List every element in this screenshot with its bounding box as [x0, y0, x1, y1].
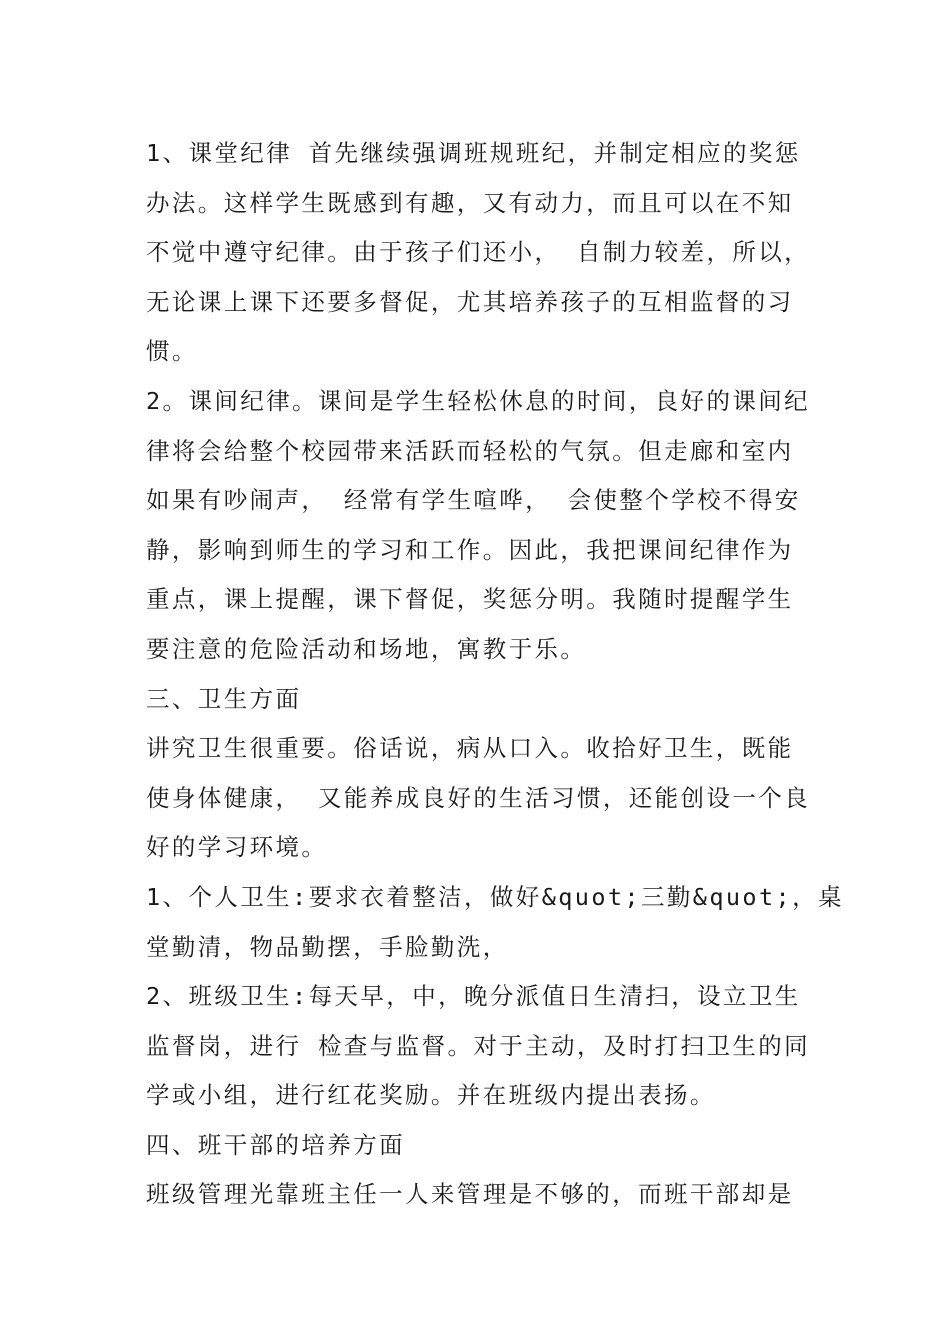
- text-line: 学或小组，进行红花奖励。并在班级内提出表扬。: [146, 1081, 716, 1110]
- text-line: 无论课上课下还要多督促，尤其培养孩子的互相监督的习: [146, 287, 794, 316]
- text-line: 使身体健康， 又能养成良好的生活习惯，还能创设一个良: [146, 783, 811, 812]
- text-line: 2、班级卫生:每天早，中，晚分派值日生清扫，设立卫生: [146, 982, 801, 1011]
- text-line: 静，影响到师生的学习和工作。因此，我把课间纪律作为: [146, 535, 794, 564]
- text-line: 重点，课上提醒，课下督促，奖惩分明。我随时提醒学生: [146, 585, 794, 614]
- text-line: 班级管理光靠班主任一人来管理是不够的，而班干部却是: [146, 1180, 794, 1209]
- text-line: 堂勤清，物品勤摆，手脸勤洗，: [146, 932, 509, 961]
- document-body: [146, 129, 844, 1220]
- text-line: 惯。: [146, 337, 198, 366]
- text-line: 好的学习环境。: [146, 833, 328, 862]
- section-heading: 三、卫生方面: [146, 684, 302, 713]
- text-line: 律将会给整个校园带来活跃而轻松的气氛。但走廊和室内: [146, 436, 794, 465]
- text-line: 要注意的危险活动和场地，寓教于乐。: [146, 634, 587, 663]
- text-line: 办法。这样学生既感到有趣，又有动力，而且可以在不知: [146, 188, 794, 217]
- text-line: 1、课堂纪律 首先继续强调班规班纪，并制定相应的奖惩: [146, 139, 801, 167]
- text-line: 监督岗，进行 检查与监督。对于主动，及时打扫卫生的同: [146, 1031, 811, 1060]
- text-line: 如果有吵闹声， 经常有学生喧哗， 会使整个学校不得安: [146, 486, 801, 515]
- text-line: 2。课间纪律。课间是学生轻松休息的时间，良好的课间纪: [146, 386, 811, 415]
- text-line: 不觉中遵守纪律。由于孩子们还小， 自制力较差，所以，: [146, 238, 811, 267]
- text-line: 1、个人卫生:要求衣着整洁，做好&quot;三勤&quot;，桌: [146, 882, 844, 911]
- text-line: 讲究卫生很重要。俗话说，病从口入。收拾好卫生，既能: [146, 734, 794, 763]
- section-heading: 四、班干部的培养方面: [146, 1130, 405, 1159]
